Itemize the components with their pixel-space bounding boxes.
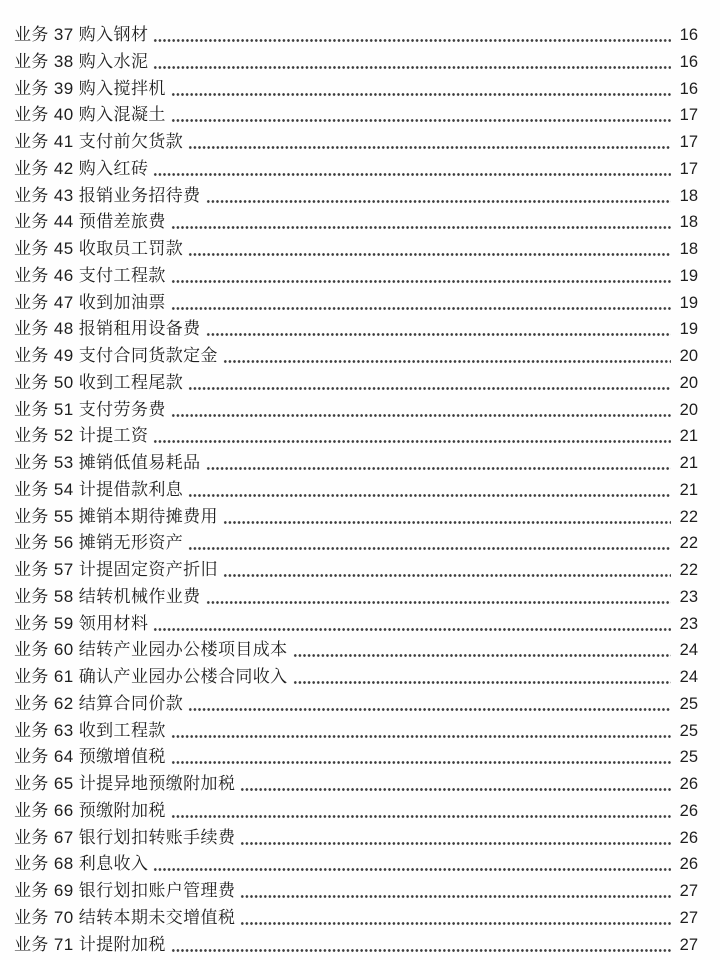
toc-entry-label: 业务 59 领用材料 (14, 613, 149, 633)
toc-entry-page: 27 (679, 908, 698, 927)
toc-entry-label: 业务 69 银行划扣账户管理费 (14, 881, 236, 900)
dot-leader (153, 56, 671, 76)
dot-leader (206, 189, 671, 209)
toc-entry[interactable] (14, 477, 698, 504)
toc-entry-page: 17 (679, 133, 698, 151)
toc-entry[interactable] (14, 798, 698, 825)
toc-entry-label: 业务 67 银行划扣转账手续费 (14, 827, 236, 847)
dot-leader (153, 858, 671, 878)
toc-entry-label: 业务 37 购入钢材 (14, 25, 149, 44)
dot-leader (153, 430, 671, 450)
dot-leader (240, 912, 671, 932)
toc-entry-label: 业务 66 预缴附加税 (14, 800, 166, 820)
toc-entry-label: 业务 39 购入搅拌机 (14, 78, 166, 98)
dot-leader (171, 751, 671, 771)
toc-entry[interactable] (14, 343, 698, 370)
dot-leader (188, 136, 671, 156)
toc-entry-page: 22 (679, 561, 698, 579)
dot-leader (293, 644, 671, 664)
toc-entry[interactable] (14, 450, 698, 477)
dot-leader (171, 82, 671, 102)
dot-leader (171, 403, 671, 423)
toc-entry-label: 业务 42 购入红砖 (14, 158, 149, 178)
toc-entry[interactable] (14, 183, 698, 210)
toc-entry[interactable] (14, 771, 698, 798)
dot-leader (223, 510, 671, 530)
toc-entry-label: 业务 68 利息收入 (14, 854, 149, 874)
toc-entry[interactable] (14, 504, 698, 531)
toc-entry[interactable] (14, 423, 698, 450)
toc-entry-page: 24 (679, 641, 698, 660)
toc-entry-label: 业务 63 收到工程款 (14, 720, 166, 740)
toc-entry[interactable] (14, 156, 698, 183)
toc-entry-page: 23 (679, 614, 698, 633)
toc-entry-label: 业务 40 购入混凝土 (14, 105, 166, 125)
toc-entry[interactable] (14, 209, 698, 236)
toc-entry-label: 业务 47 收到加油票 (14, 292, 166, 312)
toc-entry-label: 业务 70 结转本期未交增值税 (14, 907, 236, 927)
toc-entry[interactable] (14, 397, 698, 424)
dot-leader (171, 216, 671, 236)
toc-entry-page: 19 (679, 266, 698, 285)
toc-entry-label: 业务 38 购入水泥 (14, 51, 149, 71)
toc-entry-page: 17 (679, 106, 698, 125)
toc-entry-page: 18 (679, 240, 698, 258)
toc-entry[interactable] (14, 825, 698, 852)
dot-leader (188, 484, 671, 504)
dot-leader (171, 724, 671, 744)
toc-entry-label: 业务 61 确认产业园办公楼合同收入 (14, 667, 288, 686)
toc-entry[interactable] (14, 102, 698, 129)
dot-leader (293, 671, 671, 691)
toc-entry-page: 27 (679, 935, 698, 954)
toc-entry-page: 25 (679, 721, 698, 740)
toc-entry-page: 26 (679, 828, 698, 847)
toc-entry[interactable] (14, 290, 698, 317)
toc-entry[interactable] (14, 744, 698, 771)
toc-entry-page: 23 (679, 587, 698, 606)
toc-entry-page: 26 (679, 855, 698, 874)
toc-entry[interactable] (14, 49, 698, 76)
toc-entry-page: 24 (679, 668, 698, 686)
dot-leader (171, 805, 671, 825)
toc-entry-label: 业务 41 支付前欠货款 (14, 132, 184, 151)
dot-leader (188, 377, 671, 397)
toc-entry-label: 业务 46 支付工程款 (14, 265, 166, 285)
toc-entry-label: 业务 50 收到工程尾款 (14, 372, 184, 392)
dot-leader (188, 243, 671, 263)
toc-entry-page: 21 (679, 480, 698, 499)
toc-entry-page: 25 (679, 748, 698, 767)
toc-entry-label: 业务 45 收取员工罚款 (14, 239, 184, 258)
toc-entry-label: 业务 64 预缴增值税 (14, 747, 166, 767)
dot-leader (206, 591, 671, 611)
toc-entry-page: 20 (679, 347, 698, 365)
toc-entry-page: 19 (679, 320, 698, 339)
toc-entry[interactable] (14, 22, 698, 49)
toc-entry-label: 业务 62 结算合同价款 (14, 693, 184, 713)
dot-leader (223, 564, 671, 584)
toc-entry[interactable] (14, 584, 698, 611)
toc-list (14, 22, 698, 958)
toc-entry-page: 19 (679, 293, 698, 312)
toc-entry-label: 业务 54 计提借款利息 (14, 479, 184, 499)
toc-entry[interactable] (14, 932, 698, 959)
dot-leader (206, 457, 671, 477)
toc-entry[interactable] (14, 76, 698, 103)
toc-entry-label: 业务 55 摊销本期待摊费用 (14, 506, 218, 526)
toc-entry-page: 22 (679, 534, 698, 553)
toc-entry-label: 业务 49 支付合同货款定金 (14, 346, 218, 365)
dot-leader (188, 698, 671, 718)
toc-entry-label: 业务 65 计提异地预缴附加税 (14, 774, 236, 793)
toc-entry[interactable] (14, 637, 698, 664)
toc-entry-page: 20 (679, 400, 698, 419)
toc-entry-label: 业务 60 结转产业园办公楼项目成本 (14, 640, 288, 660)
toc-entry[interactable] (14, 557, 698, 584)
toc-entry-page: 27 (679, 882, 698, 900)
toc-entry-page: 21 (679, 454, 698, 472)
toc-entry-label: 业务 57 计提固定资产折旧 (14, 560, 218, 579)
toc-entry-label: 业务 58 结转机械作业费 (14, 586, 201, 606)
dot-leader (153, 163, 671, 183)
toc-entry-label: 业务 43 报销业务招待费 (14, 185, 201, 205)
toc-entry-page: 18 (679, 186, 698, 205)
toc-entry-page: 16 (679, 52, 698, 71)
dot-leader (153, 29, 671, 49)
toc-entry[interactable] (14, 236, 698, 263)
dot-leader (240, 885, 671, 905)
toc-entry-page: 21 (679, 427, 698, 446)
dot-leader (171, 109, 671, 129)
toc-entry-label: 业务 44 预借差旅费 (14, 212, 166, 232)
toc-entry[interactable] (14, 851, 698, 878)
toc-entry[interactable] (14, 530, 698, 557)
toc-entry[interactable] (14, 370, 698, 397)
toc-entry[interactable] (14, 611, 698, 638)
dot-leader (171, 296, 671, 316)
toc-entry[interactable] (14, 691, 698, 718)
toc-entry-label: 业务 52 计提工资 (14, 426, 149, 446)
dot-leader (188, 537, 671, 557)
toc-entry-page: 16 (679, 79, 698, 98)
dot-leader (171, 938, 671, 958)
toc-entry-page: 20 (679, 373, 698, 392)
toc-entry[interactable] (14, 263, 698, 290)
toc-entry[interactable] (14, 316, 698, 343)
toc-entry[interactable] (14, 878, 698, 905)
toc-entry-page: 17 (679, 159, 698, 178)
toc-entry-label: 业务 56 摊销无形资产 (14, 533, 184, 553)
toc-entry-page: 25 (679, 694, 698, 713)
dot-leader (153, 617, 671, 637)
dot-leader (240, 778, 671, 798)
dot-leader (240, 831, 671, 851)
toc-entry[interactable] (14, 718, 698, 745)
dot-leader (206, 323, 671, 343)
toc-entry-label: 业务 53 摊销低值易耗品 (14, 453, 201, 472)
toc-entry[interactable] (14, 129, 698, 156)
toc-entry-page: 26 (679, 775, 698, 793)
toc-entry-label: 业务 48 报销租用设备费 (14, 319, 201, 339)
toc-entry[interactable] (14, 664, 698, 691)
toc-entry-page: 26 (679, 801, 698, 820)
dot-leader (223, 350, 671, 370)
toc-entry-page: 18 (679, 213, 698, 232)
toc-entry-page: 22 (679, 507, 698, 526)
toc-entry[interactable] (14, 905, 698, 932)
toc-entry-label: 业务 71 计提附加税 (14, 934, 166, 954)
dot-leader (171, 270, 671, 290)
toc-entry-label: 业务 51 支付劳务费 (14, 399, 166, 419)
toc-entry-page: 16 (679, 26, 698, 44)
